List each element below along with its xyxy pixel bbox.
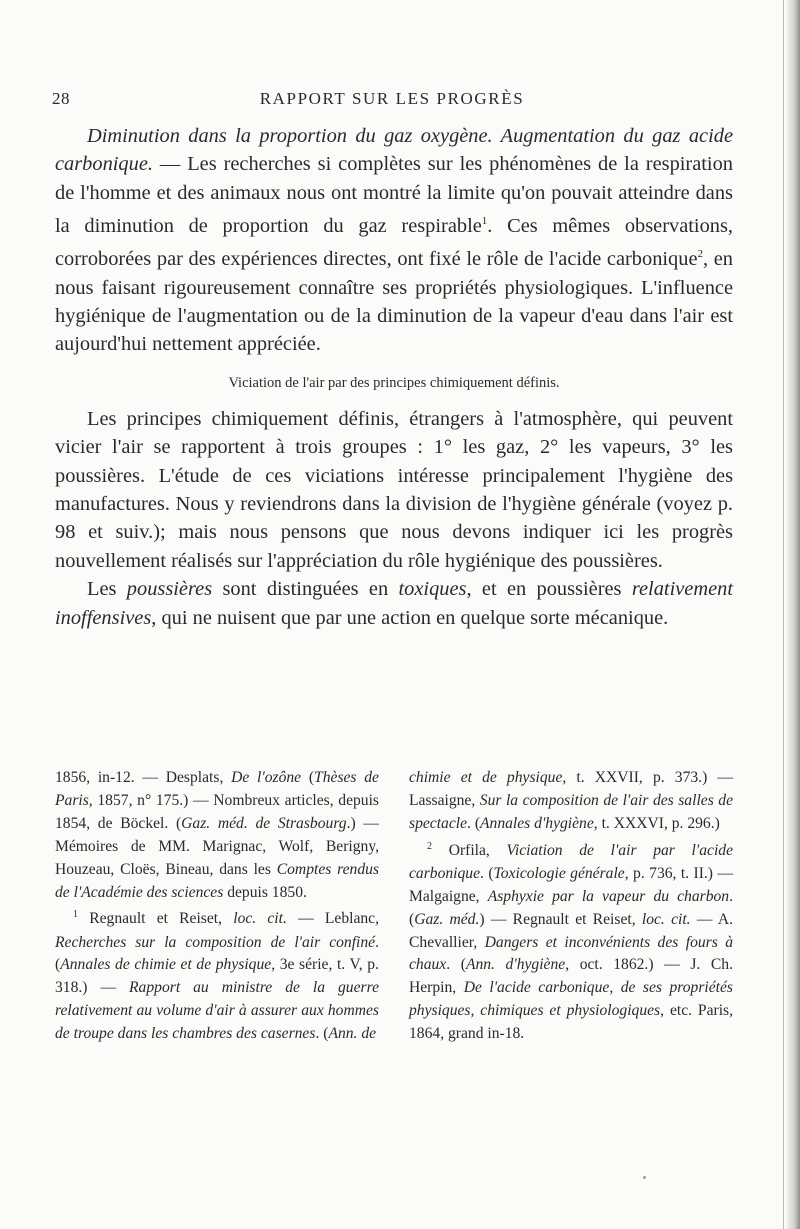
footnote-1: $^1$ Regnault et Reiset, loc. cit. — Leblanc, Recherches sur la composition de l'air confiné. (Annales de chimie et de physique, 3e série, t. V, p. 318.) — Rapport au ministre de la guerre relativement au volume d'air à assurer aux hommes de troupe dans les chambres des casernes. (Ann. de bbox=[55, 909, 379, 1043]
page-edge-shadow bbox=[786, 0, 800, 1229]
footnote-2-mark: 2 bbox=[427, 840, 432, 852]
paragraph-1: Diminution dans la proportion du gaz oxygène. Augmentation du gaz acide carbonique. — Les recherches si complètes sur les phénomènes de la respiration de l'homme et des animaux nous ont montré la limite qu'on pouvait atteindre dans la diminution de proportion du gaz respirable$^1$. Ces mêmes observations, corroborées par des expériences directes, ont fixé le rôle de l'acide carbonique$^2$, en nous faisant rigoureusement connaître ses propriétés physiologiques. L'influence hygiénique de l'augmentation ou de la diminution de la vapeur d'eau dans l'air est aujourd'hui nettement appréciée. bbox=[55, 125, 733, 356]
running-title: RAPPORT SUR LES PROGRÈS bbox=[259, 89, 525, 108]
footnotes-right-column bbox=[409, 767, 733, 1046]
paragraph-1-title: Diminution dans la proportion du gaz oxygène. Augmentation du gaz acide carbonique. bbox=[55, 125, 733, 176]
section-subheading: Viciation de l'air par des principes chimiquement définis. bbox=[228, 374, 560, 391]
footnotes-left-column bbox=[55, 767, 379, 1046]
page-header bbox=[52, 89, 732, 113]
footnote-2: $^2$ Orfila, Viciation de l'air par l'acide carbonique. (Toxicologie générale, p. 736, t. II.) — Malgaigne, Asphyxie par la vapeur du charbon. (Gaz. méd.) — Regnault et Reiset, loc. cit. — A. Chevallier, Dangers et inconvénients des fours à chaux. (Ann. d'hygiène, oct. 1862.) — J. Ch. Herpin, De l'acide carbonique, de ses propriétés physiques, chimiques et physiologiques, etc. Paris, 1864, grand in-18. bbox=[409, 840, 734, 1043]
paragraph-2: Les principes chimiquement définis, étrangers à l'atmosphère, qui peuvent vicier l'air se rapportent à trois groupes : 1° les gaz, 2° les vapeurs, 3° les poussières. L'étude de ces viciations intéresse principalement l'hygiène des manufactures. Nous y reviendrons dans la division de l'hygiène générale (voyez p. 98 et suiv.); mais nous pensons que nous devons indiquer ici les progrès nouvellement réalisés sur l'appréciation du rôle hygiénique des poussières. bbox=[55, 407, 733, 572]
footnote-ref-2: 2 bbox=[697, 248, 703, 261]
footnote-1-continuation: chimie et de physique, t. XXVII, p. 373.) — Lassaigne, Sur la composition de l'air des salles de spectacle. (Annales d'hygiène, t. XXXVI, p. 296.) bbox=[409, 769, 733, 832]
page-number: 28 bbox=[52, 89, 70, 108]
main-text bbox=[55, 122, 733, 632]
footnote-1-mark: 1 bbox=[73, 909, 78, 921]
footnote-ref-1: 1 bbox=[481, 215, 488, 228]
footnote-continuation: 1856, in-12. — Desplats, De l'ozône (Thèses de Paris, 1857, n° 175.) — Nombreux articles, depuis 1854, de Böckel. (Gaz. méd. de Strasbourg.) — Mémoires de MM. Marignac, Wolf, Berigny, Houzeau, Cloës, Bineau, dans les Comptes rendus de l'Académie des sciences depuis 1850. bbox=[55, 769, 379, 901]
paragraph-3: Les poussières sont distinguées en toxiques, et en poussières relativement inoffensives, qui ne nuisent que par une action en quelque sorte mécanique. bbox=[55, 578, 733, 629]
paper-speck bbox=[643, 1176, 646, 1179]
page-edge-line bbox=[783, 0, 784, 1229]
